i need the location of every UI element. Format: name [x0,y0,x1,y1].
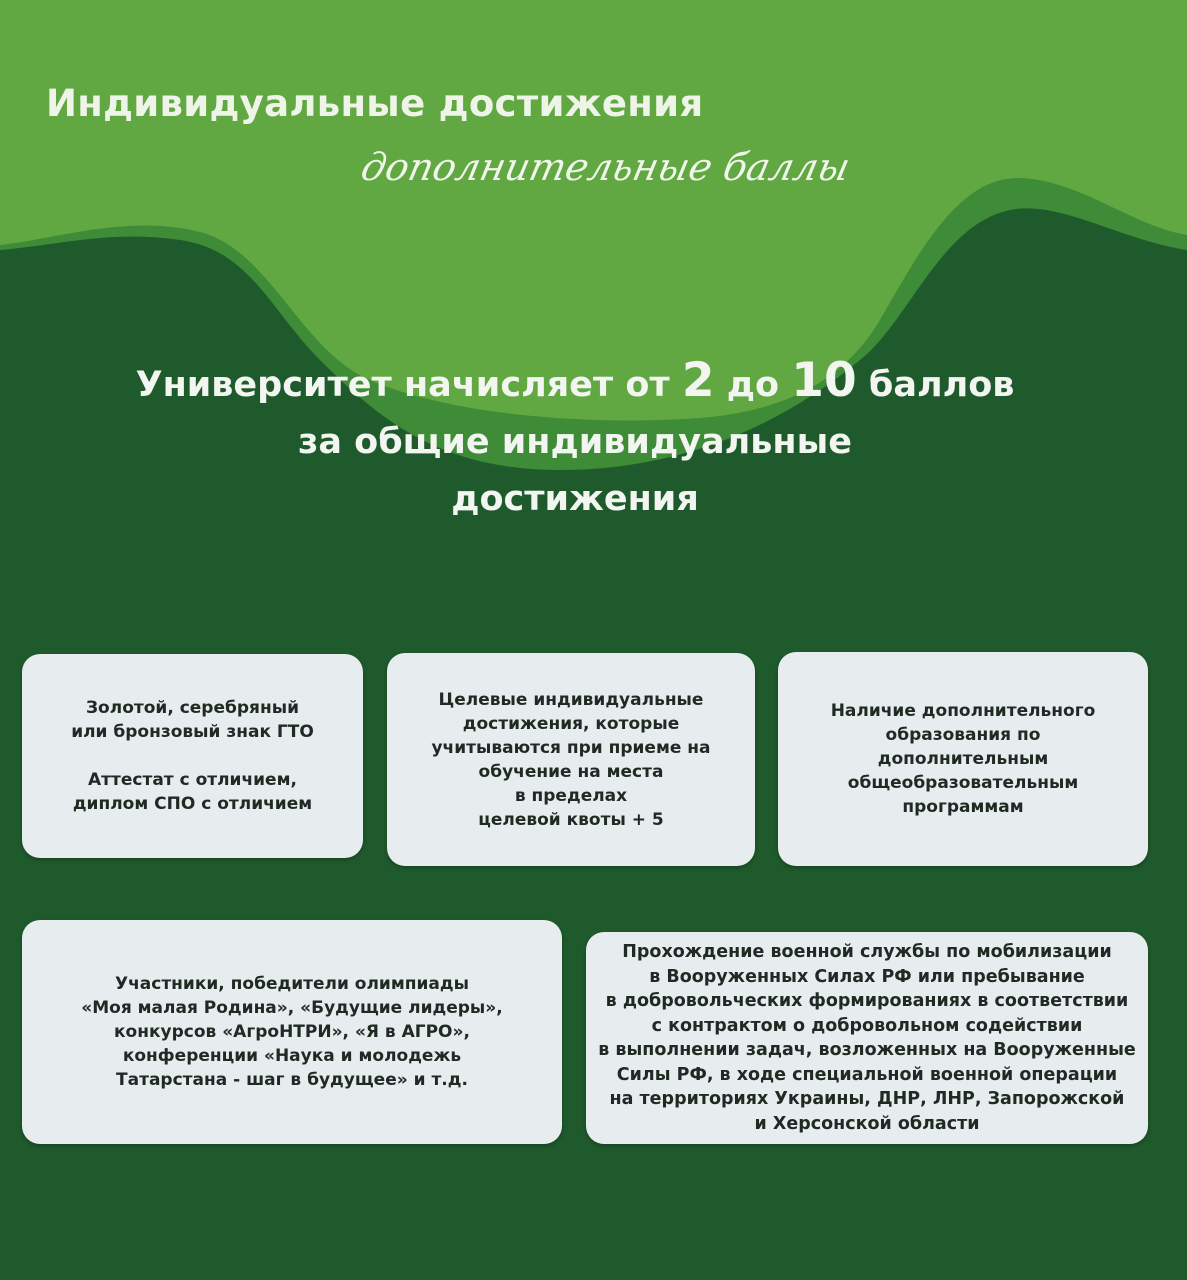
page-title: Индивидуальные достижения [46,82,704,125]
achievement-card-gto [22,654,363,858]
headline-prefix: Университет начисляет от [135,365,682,405]
headline-mid: до [714,365,792,405]
card-content [819,699,1108,819]
headline-min-points: 2 [681,353,715,408]
page-subtitle: дополнительные баллы [357,145,854,189]
headline [40,352,1110,528]
card-content [419,688,722,832]
achievement-card-target-quota [387,653,755,866]
card-content [59,696,326,816]
headline-line-2: за общие индивидуальные [298,422,852,462]
card-content [586,940,1148,1136]
card-text: Участники, победители олимпиады «Моя малая Родина», «Будущие лидеры», конкурсов «АгроНТРИ», «Я в АГРО», конференции «Наука и молодежь Татарстана - шаг в будущее» и т.д. [81,974,503,1090]
headline-line-1 [40,352,1110,414]
headline-line-3: достижения [451,479,699,519]
card-text: Наличие дополнительного образования по дополнительным общеобразовательным программам [830,701,1096,817]
card-text: Прохождение военной службы по мобилизации в Вооруженных Силах РФ или пребывание в добровольческих формированиях в соответствии с контрактом о добровольном содействии в выполнении задач, возложенных на Вооруженные Силы РФ, в ходе специальной военной операции на территориях Украины, ДНР, ЛНР, Запорожской и Херсонской области [598,942,1136,1134]
card-content [69,972,514,1092]
achievement-card-extra-education [778,652,1148,866]
card-text-gto: Золотой, серебряный или бронзовый знак ГТО [71,698,314,742]
card-text-diploma: Аттестат с отличием, диплом СПО с отличием [72,770,313,814]
card-text: Целевые индивидуальные достижения, которые учитываются при приеме на обучение на места в пределах целевой квоты + 5 [431,689,711,830]
card-spacer [71,744,314,768]
headline-max-points: 10 [791,353,857,408]
headline-suffix: баллов [856,365,1015,405]
achievement-card-olympiads [22,920,562,1144]
achievement-card-military-service [586,932,1148,1144]
